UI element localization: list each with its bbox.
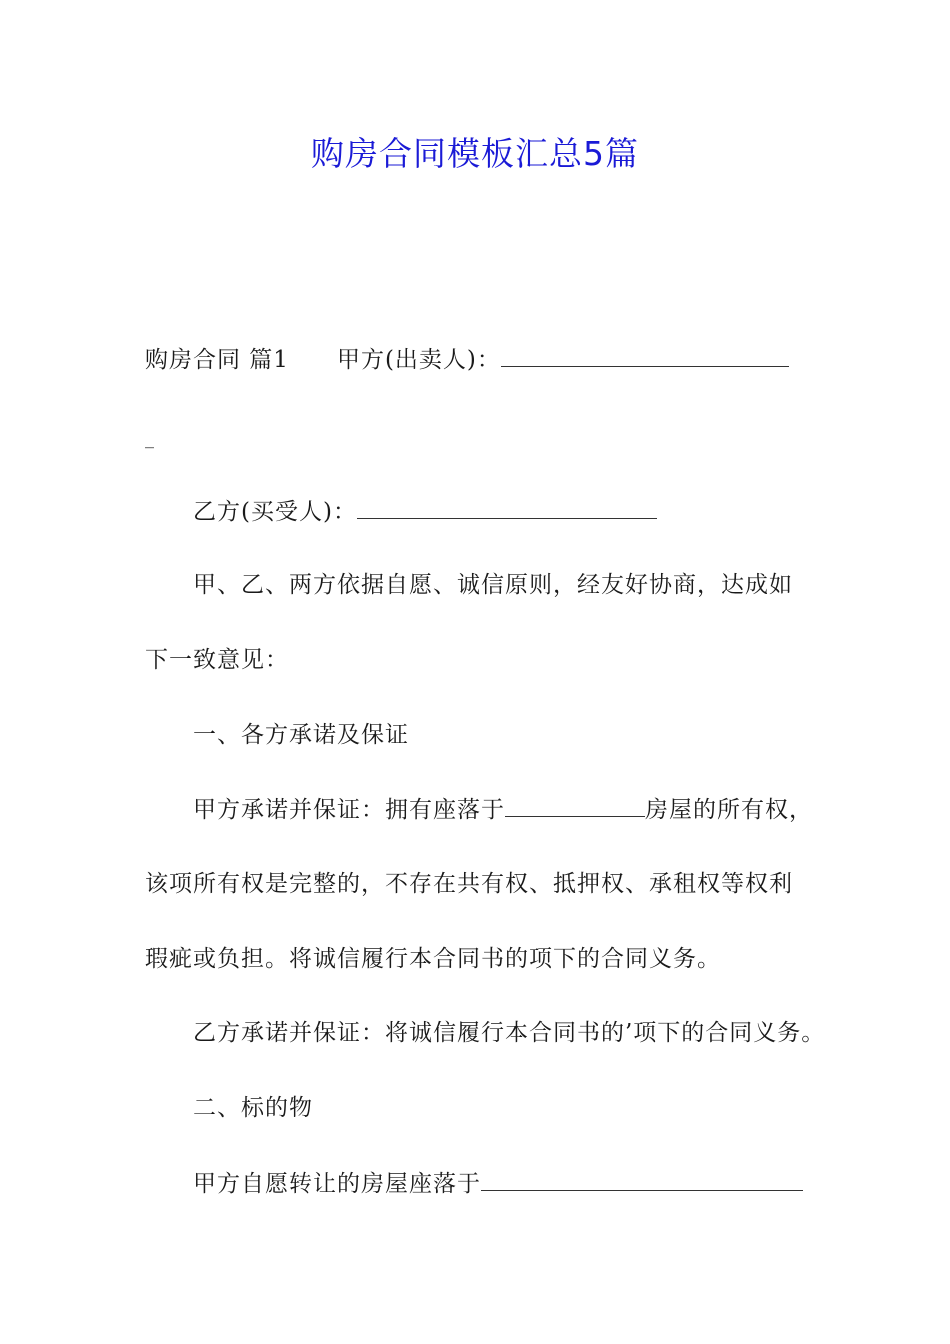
guarantee-a-text: 甲方承诺并保证：拥有座落于 [193,797,505,823]
party-a-blank [501,344,789,367]
line-party-a [145,344,789,375]
line-guarantee-a [193,794,813,825]
paragraph-line: 乙方承诺并保证：将诚信履行本合同书的’项下的合同义务。 [193,1020,826,1046]
line-party-b [193,496,657,527]
section-heading-1: 购房合同 篇1 [145,347,289,373]
paragraph-line: 甲、乙、两方依据自愿、诚信原则，经友好协商，达成如 [193,572,793,598]
party-a-blank-overflow: _ [145,428,155,449]
paragraph-line: 瑕疵或负担。将诚信履行本合同书的项下的合同义务。 [145,946,721,972]
paragraph-line: 该项所有权是完整的，不存在共有权、抵押权、承租权等权利 [145,871,793,897]
location-blank [505,794,645,817]
line-property-location [193,1168,803,1199]
section-heading: 二、标的物 [193,1095,313,1121]
party-b-blank [357,496,657,519]
property-location-blank [481,1168,803,1191]
paragraph-line: 下一致意见： [145,647,289,673]
document-title: 购房合同模板汇总5篇 [311,134,639,173]
property-location-label: 甲方自愿转让的房屋座落于 [193,1171,481,1197]
party-b-label: 乙方(买受人)： [193,499,357,525]
guarantee-a-text-cont: 房屋的所有权， [645,797,813,823]
party-a-label: 甲方(出卖人)： [336,347,501,373]
section-heading: 一、各方承诺及保证 [193,722,409,748]
